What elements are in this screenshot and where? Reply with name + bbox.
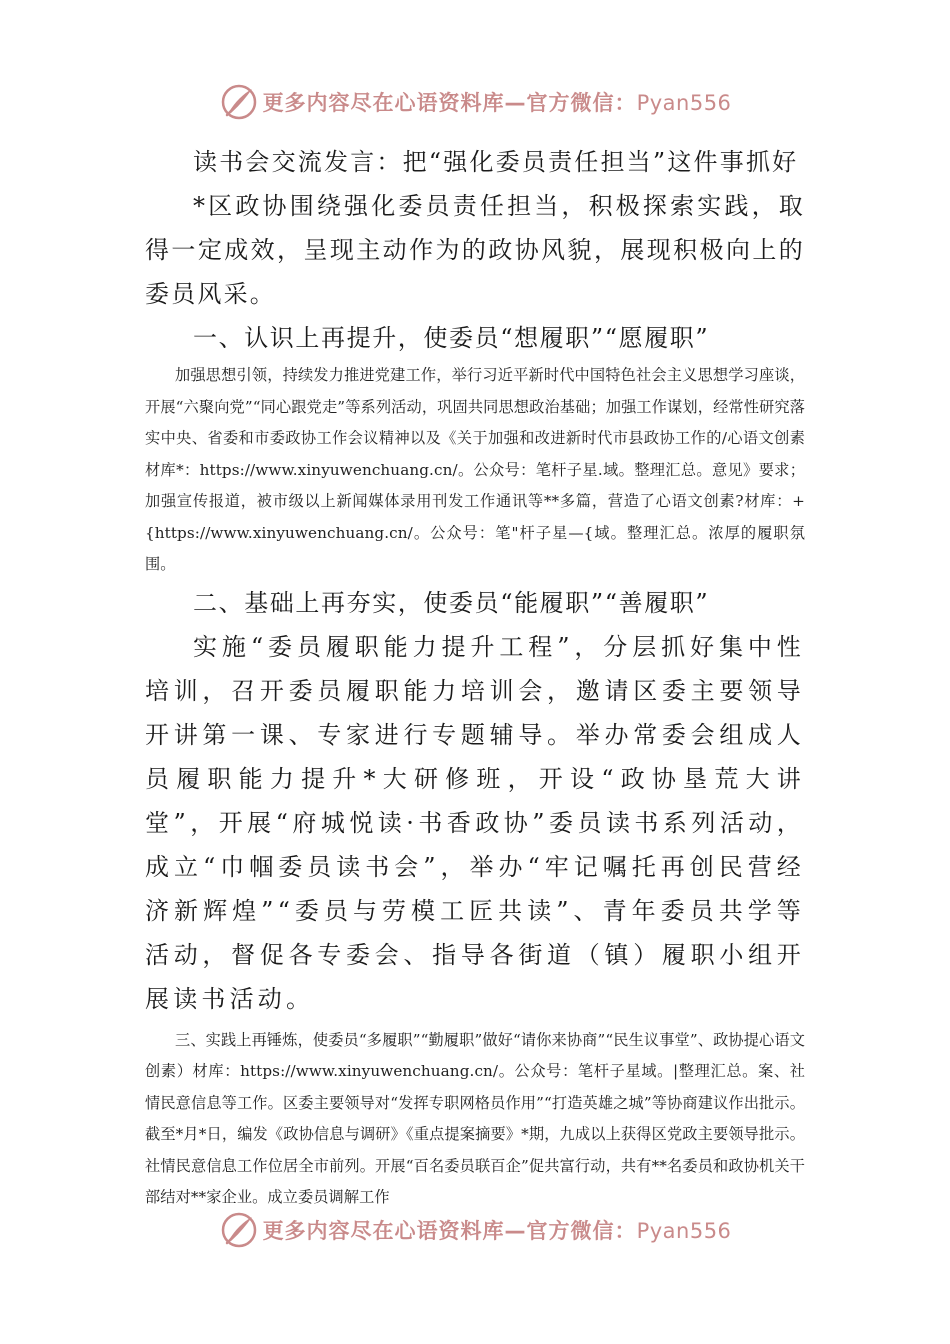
section1-body: 加强思想引领，持续发力推进党建工作，举行习近平新时代中国特色社会主义思想学习座谈，开展“六聚向党”“同心跟党走”等系列活动，巩固共同思想政治基础；加强工作谋划，经常性研究落实中央、省委和市委政协工作会议精神以及《关于加强和改进新时代市县政协工作的/心语文创素材库*：https://www.xinyuwenchuang.cn/。公众号：笔杆子星.域。整理汇总。意见》要求；加强宣传报道，被市级以上新闻媒体录用刊发工作通讯等**多篇，营造了心语文创素?材库：+{https://www.xinyuwenchuang.cn/。公众号：笔"杆子星—{域。整理汇总。浓厚的履职氛围。	[145, 366, 805, 573]
section2-heading: 二、基础上再夯实，使委员“能履职”“善履职”	[193, 588, 710, 617]
document-body	[145, 140, 805, 1214]
document-title: 读书会交流发言：把“强化委员责任担当”这件事抓好	[193, 148, 799, 176]
intro-paragraph: *区政协围绕强化委员责任担当，积极探索实践，取得一定成效，呈现主动作为的政协风貌，展现积极向上的委员风采。	[145, 192, 805, 308]
quill-logo-icon	[219, 82, 259, 122]
section2-body: 实施“委员履职能力提升工程”，分层抓好集中性培训，召开委员履职能力培训会，邀请区委主要领导开讲第一课、专家进行专题辅导。举办常委会组成人员履职能力提升*大研修班，开设“政协垦荒大讲堂”，开展“府城悦读·书香政协”委员读书系列活动，成立“巾帼委员读书会”，举办“牢记嘱托再创民营经济新辉煌”“委员与劳模工匠共读”、青年委员共学等活动，督促各专委会、指导各街道（镇）履职小组开展读书活动。	[145, 632, 805, 1013]
section3-body: 三、实践上再锤炼，使委员“多履职”“勤履职”做好“请你来协商”“民生议事堂”、政协提心语文创素）材库：https://www.xinyuwenchuang.cn/。公众号：笔杆子星域。|整理汇总。案、社情民意信息等工作。区委主要领导对“发挥专职网格员作用”“打造英雄之城”等协商建议作出批示。截至*月*日，编发《政协信息与调研》《重点提案摘要》*期，九成以上获得区党政主要领导批示。社情民意信息工作位居全市前列。开展“百名委员联百企”促共富行动，共有**名委员和政协机关干部结对**家企业。成立委员调解工作	[145, 1030, 805, 1206]
watermark-banner-top	[0, 80, 950, 124]
section1-heading: 一、认识上再提升，使委员“想履职”“愿履职”	[193, 324, 710, 352]
watermark-text: 更多内容尽在心语资料库—官方微信：Pyan556	[262, 1219, 732, 1243]
watermark-banner-bottom	[0, 1208, 950, 1252]
quill-logo-icon	[219, 1210, 259, 1250]
watermark-text: 更多内容尽在心语资料库—官方微信：Pyan556	[262, 91, 732, 115]
